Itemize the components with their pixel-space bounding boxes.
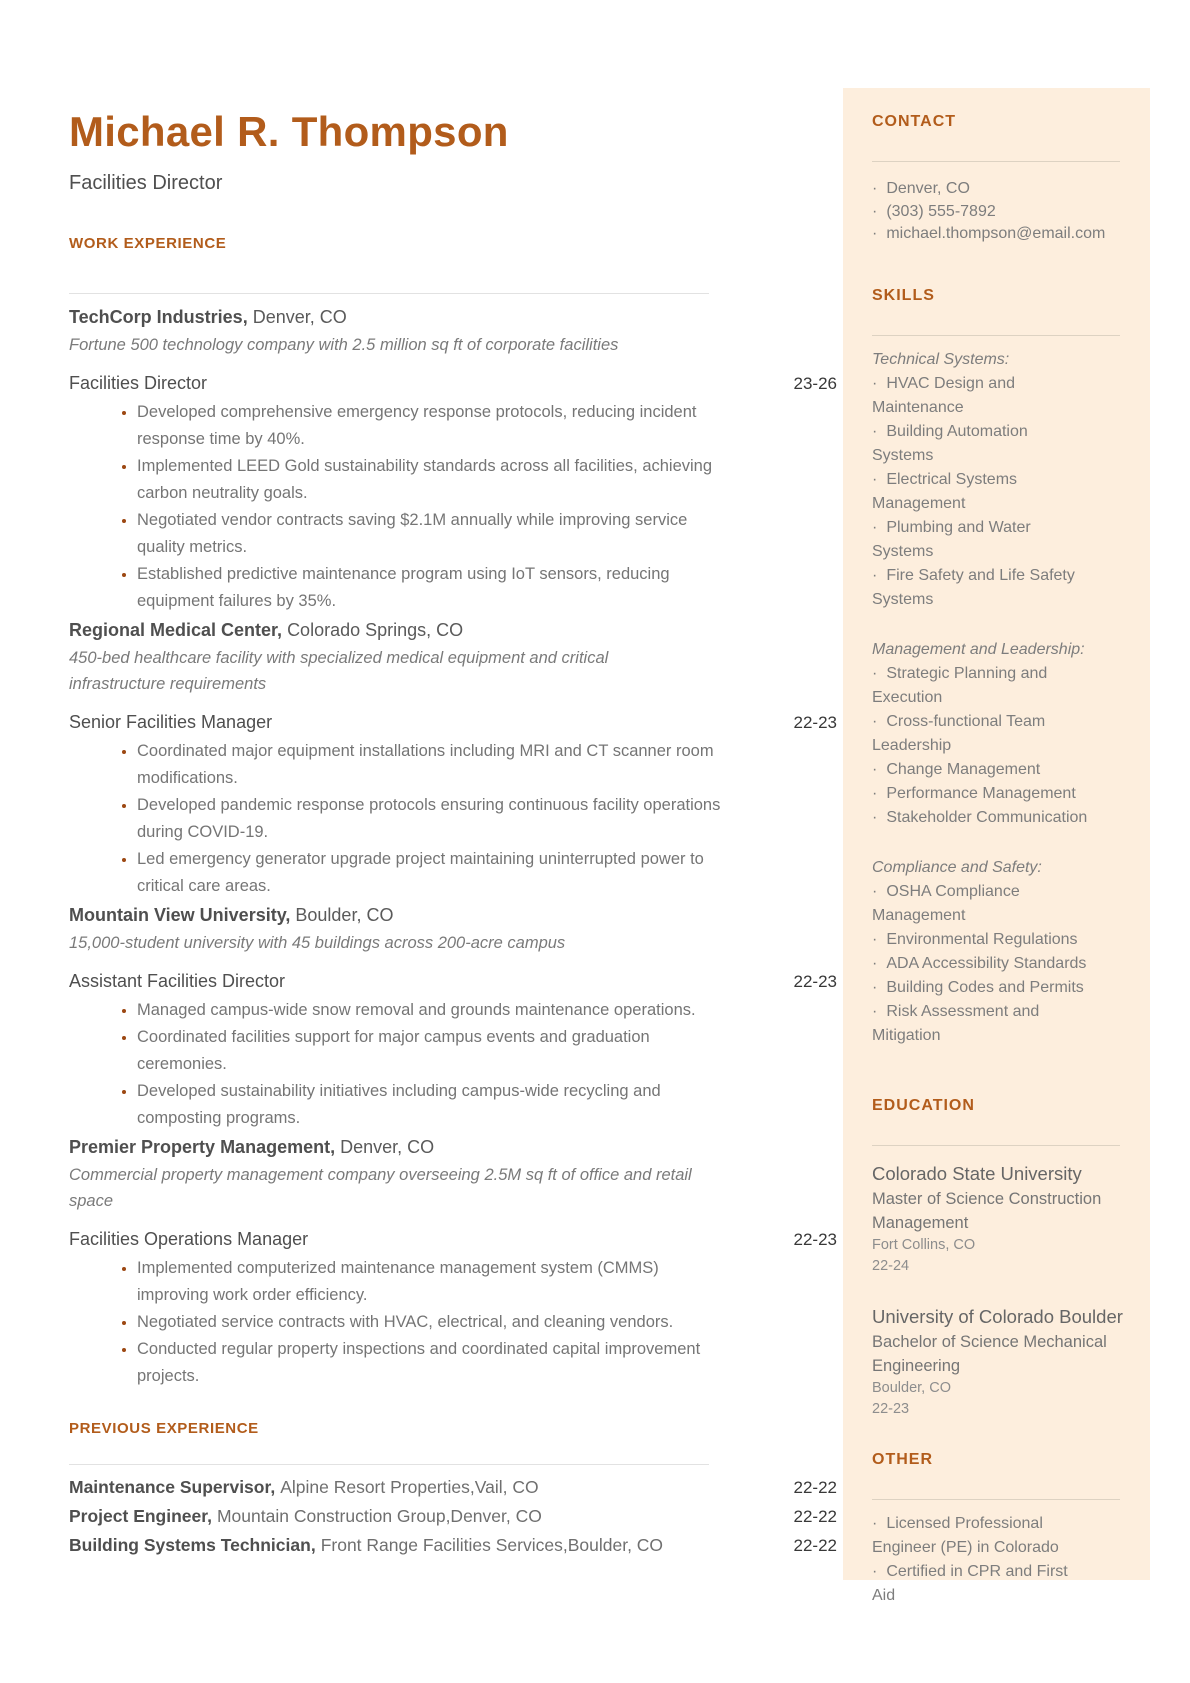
skill-item-text: Building Automation Systems xyxy=(872,422,1028,464)
other-item-text: Licensed Professional Engineer (PE) in Colorado xyxy=(872,1514,1059,1556)
skill-item xyxy=(872,516,1092,564)
role-row xyxy=(69,709,837,736)
bullet-item: • Implemented LEED Gold sustainability standards across all facilities, achieving carbon neutrality goals. xyxy=(137,453,727,507)
sidebar-divider xyxy=(872,1499,1120,1500)
company-block-premier-property xyxy=(69,1134,837,1390)
bullet-item: • Developed pandemic response protocols ensuring continuous facility operations during COVID-19. xyxy=(137,792,727,846)
skill-group-technical xyxy=(872,348,1124,612)
company-line xyxy=(69,617,837,643)
contact-location xyxy=(872,178,1082,201)
company-block-techcorp xyxy=(69,304,837,615)
skills-section xyxy=(872,286,1124,1048)
section-divider xyxy=(69,293,709,294)
skill-item-text: Electrical Systems Management xyxy=(872,470,1018,512)
role-bullet-list xyxy=(69,997,837,1132)
skill-item xyxy=(872,758,1092,782)
skill-item-text: Change Management xyxy=(886,760,1041,778)
skill-item xyxy=(872,420,1092,468)
contact-list xyxy=(872,178,1124,246)
skill-item-text: Performance Management xyxy=(886,784,1076,802)
company-name: TechCorp Industries, xyxy=(69,307,248,327)
bullet-item: • Coordinated major equipment installations including MRI and CT scanner room modifications. xyxy=(137,738,727,792)
bullet-item: • Developed comprehensive emergency response protocols, reducing incident response time by 40%. xyxy=(137,399,727,453)
contact-phone-text: (303) 555-7892 xyxy=(886,202,996,220)
other-list xyxy=(872,1512,1124,1608)
sidebar-divider xyxy=(872,161,1120,162)
contact-phone xyxy=(872,201,1082,224)
skill-item-text: Fire Safety and Life Safety Systems xyxy=(872,566,1075,608)
contact-section xyxy=(872,112,1124,246)
previous-experience-heading: PREVIOUS EXPERIENCE xyxy=(69,1420,259,1437)
bullet-item: • Managed campus-wide snow removal and grounds maintenance operations. xyxy=(137,997,727,1024)
bullet-item: • Led emergency generator upgrade project maintaining uninterrupted power to critical care areas. xyxy=(137,846,727,900)
education-location: Fort Collins, CO xyxy=(872,1236,976,1253)
company-name: Regional Medical Center, xyxy=(69,620,283,640)
bullet-item: • Negotiated service contracts with HVAC, electrical, and cleaning vendors. xyxy=(137,1309,727,1336)
previous-role-line xyxy=(69,1531,663,1559)
contact-email-text: michael.thompson@email.com xyxy=(886,225,1106,242)
skill-item-text: Risk Assessment and Mitigation xyxy=(872,1002,1040,1044)
company-location: Colorado Springs, CO xyxy=(287,620,464,640)
other-heading: OTHER xyxy=(872,1450,933,1468)
role-dates: 22-22 xyxy=(793,1536,837,1555)
role-dates: 22-23 xyxy=(793,1230,837,1249)
work-experience-heading: WORK EXPERIENCE xyxy=(69,235,227,252)
role-dates: 22-23 xyxy=(793,713,837,732)
skill-item-text: ADA Accessibility Standards xyxy=(886,954,1087,972)
education-dates: 22-23 xyxy=(872,1400,910,1417)
bullet-item: • Coordinated facilities support for major campus events and graduation ceremonies. xyxy=(137,1024,727,1078)
role-dates: 22-22 xyxy=(793,1507,837,1526)
sidebar-divider xyxy=(872,335,1120,336)
role-bullet-list xyxy=(69,399,837,615)
company-description: 450-bed healthcare facility with specialized medical equipment and critical infrastructure requirements xyxy=(69,649,609,693)
role-row xyxy=(69,370,837,397)
education-dates: 22-24 xyxy=(872,1257,910,1274)
skill-group-management xyxy=(872,638,1124,830)
previous-experience-row xyxy=(69,1473,837,1502)
company-location: Boulder, CO xyxy=(295,905,394,925)
bullet-item: • Established predictive maintenance program using IoT sensors, reducing equipment failures by 35%. xyxy=(137,561,727,615)
education-school: Colorado State University xyxy=(872,1162,1082,1184)
role-title: Facilities Operations Manager xyxy=(69,1229,309,1249)
skill-item xyxy=(872,1000,1092,1048)
skill-group-label: Technical Systems: xyxy=(872,350,1010,368)
company-name: Premier Property Management, xyxy=(69,1137,336,1157)
company-line xyxy=(69,304,837,330)
skill-item-text: Strategic Planning and Execution xyxy=(872,664,1048,706)
role-title: Senior Facilities Manager xyxy=(69,712,273,732)
role-dates: 22-23 xyxy=(793,972,837,991)
role-bullet-list xyxy=(69,738,837,900)
skill-item xyxy=(872,880,1092,928)
education-entry xyxy=(872,1160,1124,1277)
skills-heading: SKILLS xyxy=(872,286,935,304)
skill-item-text: HVAC Design and Maintenance xyxy=(872,374,1015,416)
company-location: Denver, CO xyxy=(252,307,347,327)
role-dates: 23-26 xyxy=(793,374,837,393)
contact-email xyxy=(872,223,1106,246)
company-name: Mountain View University, xyxy=(69,905,291,925)
section-divider xyxy=(69,1464,709,1465)
skill-item-text: Plumbing and Water Systems xyxy=(872,518,1031,560)
skill-item xyxy=(872,564,1092,612)
previous-role-title: Maintenance Supervisor, xyxy=(69,1477,276,1497)
skill-item-text: Building Codes and Permits xyxy=(886,978,1084,996)
skill-item xyxy=(872,782,1092,806)
other-item xyxy=(872,1560,1092,1608)
previous-experience-row xyxy=(69,1531,837,1560)
skill-item xyxy=(872,952,1092,976)
education-entry xyxy=(872,1303,1124,1420)
role-title: Assistant Facilities Director xyxy=(69,971,286,991)
previous-role-title: Project Engineer, xyxy=(69,1506,212,1526)
previous-role-company: Front Range Facilities Services,Boulder, CO xyxy=(320,1535,664,1555)
skill-group-compliance xyxy=(872,856,1124,1048)
education-degree: Bachelor of Science Mechanical Engineering xyxy=(872,1332,1107,1375)
bullet-item: • Conducted regular property inspections and coordinated capital improvement projects. xyxy=(137,1336,727,1390)
sidebar-divider xyxy=(872,1145,1120,1146)
other-section xyxy=(872,1450,1124,1608)
company-block-regional-medical xyxy=(69,617,837,900)
education-heading: EDUCATION xyxy=(872,1096,975,1114)
other-item xyxy=(872,1512,1092,1560)
skill-item xyxy=(872,710,1092,758)
company-line xyxy=(69,1134,837,1160)
previous-experience-list xyxy=(69,1473,837,1560)
skill-item xyxy=(872,662,1092,710)
person-name: Michael R. Thompson xyxy=(69,108,509,155)
company-description: Commercial property management company overseeing 2.5M sq ft of office and retail space xyxy=(69,1166,692,1210)
skill-item xyxy=(872,928,1092,952)
education-location: Boulder, CO xyxy=(872,1379,951,1396)
previous-role-line xyxy=(69,1473,539,1501)
skill-item xyxy=(872,372,1092,420)
previous-role-line xyxy=(69,1502,542,1530)
skill-item xyxy=(872,806,1092,830)
skill-item xyxy=(872,468,1092,516)
main-column xyxy=(69,108,837,1560)
skill-group-label: Management and Leadership: xyxy=(872,640,1085,658)
previous-role-company: Mountain Construction Group,Denver, CO xyxy=(216,1506,542,1526)
company-description: Fortune 500 technology company with 2.5 million sq ft of corporate facilities xyxy=(69,336,619,354)
skill-item-text: OSHA Compliance Management xyxy=(872,882,1020,924)
role-bullet-list xyxy=(69,1255,837,1390)
skill-item-text: Stakeholder Communication xyxy=(886,808,1088,826)
contact-heading: CONTACT xyxy=(872,113,957,130)
contact-location-text: Denver, CO xyxy=(886,180,970,197)
skill-item-text: Cross-functional Team Leadership xyxy=(872,712,1046,754)
bullet-item: • Negotiated vendor contracts saving $2.1M annually while improving service quality metrics. xyxy=(137,507,727,561)
role-row xyxy=(69,1226,837,1253)
role-row xyxy=(69,968,837,995)
role-title: Facilities Director xyxy=(69,373,208,393)
skill-group-label: Compliance and Safety: xyxy=(872,858,1042,876)
company-location: Denver, CO xyxy=(340,1137,435,1157)
role-dates: 22-22 xyxy=(793,1478,837,1497)
company-line xyxy=(69,902,837,928)
sidebar-column xyxy=(872,112,1124,1608)
education-school: University of Colorado Boulder xyxy=(872,1305,1123,1327)
education-degree: Master of Science Construction Management xyxy=(872,1189,1102,1232)
previous-role-company: Alpine Resort Properties,Vail, CO xyxy=(280,1477,539,1497)
skill-item xyxy=(872,976,1092,1000)
previous-experience-row xyxy=(69,1502,837,1531)
education-section xyxy=(872,1096,1124,1420)
previous-role-title: Building Systems Technician, xyxy=(69,1535,316,1555)
other-item-text: Certified in CPR and First Aid xyxy=(872,1562,1068,1604)
company-description: 15,000-student university with 45 buildings across 200-acre campus xyxy=(69,934,566,952)
person-job-title: Facilities Director xyxy=(69,172,223,194)
skill-item-text: Environmental Regulations xyxy=(886,930,1078,948)
bullet-item: • Implemented computerized maintenance management system (CMMS) improving work order efficiency. xyxy=(137,1255,727,1309)
company-block-mountain-view xyxy=(69,902,837,1132)
bullet-item: • Developed sustainability initiatives including campus-wide recycling and composting programs. xyxy=(137,1078,727,1132)
